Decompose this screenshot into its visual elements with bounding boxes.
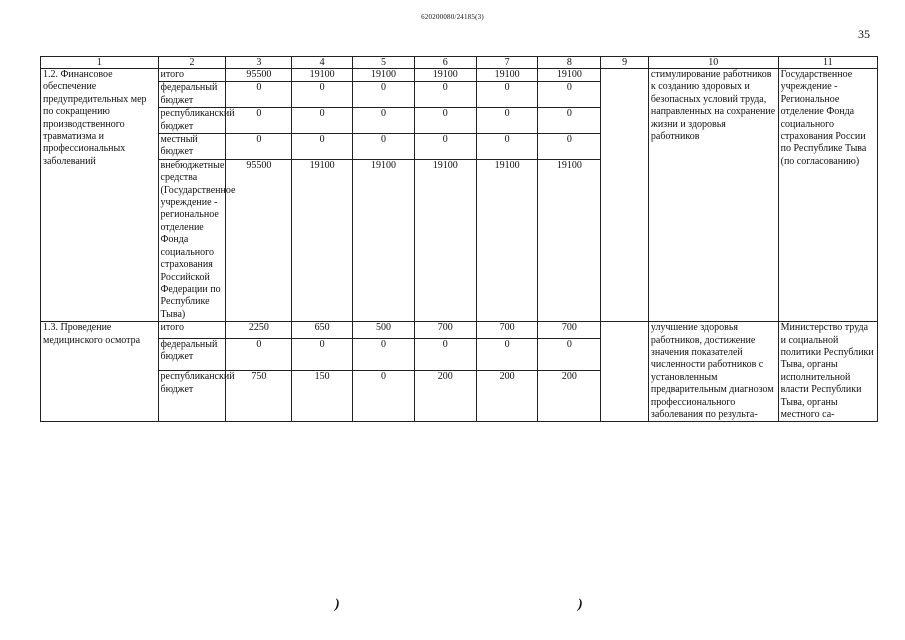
column-number: 6 (414, 57, 476, 69)
value-cell: 0 (292, 338, 353, 370)
value-cell: 0 (414, 338, 476, 370)
value-cell: 0 (538, 82, 601, 108)
value-cell: 500 (353, 322, 415, 339)
value-cell: 95500 (226, 159, 292, 321)
column-number: 11 (778, 57, 877, 69)
value-cell: 19100 (476, 69, 538, 82)
value-cell: 0 (476, 134, 538, 160)
table-row (41, 69, 878, 82)
value-cell: 700 (414, 322, 476, 339)
funding-source: федеральный бюджет (158, 338, 226, 370)
value-cell: 0 (292, 108, 353, 134)
column-number: 4 (292, 57, 353, 69)
value-cell: 19100 (414, 69, 476, 82)
column-number: 10 (648, 57, 778, 69)
value-cell: 19100 (292, 69, 353, 82)
value-cell: 0 (353, 108, 415, 134)
funding-source: федеральный бюджет (158, 82, 226, 108)
value-cell: 0 (414, 82, 476, 108)
funding-source: республиканский бюджет (158, 371, 226, 422)
scan-mark-right: ) (578, 597, 583, 612)
column-number: 2 (158, 57, 226, 69)
value-cell: 19100 (538, 159, 601, 321)
column-number: 5 (353, 57, 415, 69)
value-cell: 19100 (414, 159, 476, 321)
responsible-party: Министерство труда и социальной политики Республики Тыва, органы исполнительной власти Республики Тыва, органы местного са- (778, 322, 877, 422)
column-number: 1 (41, 57, 159, 69)
value-cell: 0 (353, 82, 415, 108)
expected-result: стимулирование работников к созданию здоровых и безопасных условий труда, направленных на сохранение жизни и здоровья работников (648, 69, 778, 322)
value-cell: 700 (476, 322, 538, 339)
value-cell: 150 (292, 371, 353, 422)
value-cell: 19100 (292, 159, 353, 321)
column-9-cell (601, 69, 649, 322)
value-cell: 750 (226, 371, 292, 422)
responsible-party: Государственное учреждение - Региональное отделение Фонда социального страхования России по Республике Тыва (по согласованию) (778, 69, 877, 322)
value-cell: 19100 (353, 69, 415, 82)
value-cell: 0 (414, 134, 476, 160)
value-cell: 0 (226, 134, 292, 160)
value-cell: 0 (538, 108, 601, 134)
value-cell: 0 (538, 134, 601, 160)
column-number: 8 (538, 57, 601, 69)
value-cell: 19100 (353, 159, 415, 321)
value-cell: 200 (476, 371, 538, 422)
value-cell: 0 (476, 82, 538, 108)
column-number: 9 (601, 57, 649, 69)
value-cell: 0 (292, 82, 353, 108)
value-cell: 200 (414, 371, 476, 422)
value-cell: 19100 (476, 159, 538, 321)
document-code: 620200080/24185(3) (421, 13, 484, 21)
value-cell: 0 (353, 338, 415, 370)
value-cell: 0 (538, 338, 601, 370)
value-cell: 200 (538, 371, 601, 422)
column-number: 3 (226, 57, 292, 69)
value-cell: 650 (292, 322, 353, 339)
value-cell: 0 (476, 108, 538, 134)
funding-source: итого (158, 322, 226, 339)
value-cell: 0 (292, 134, 353, 160)
funding-source: республиканский бюджет (158, 108, 226, 134)
expected-result: улучшение здоровья работников, достижение значения показателей численности работников с установленным предварительным диагнозом профессионального заболевания по результа- (648, 322, 778, 422)
page-number: 35 (858, 27, 870, 41)
value-cell: 2250 (226, 322, 292, 339)
scan-mark-left: ) (335, 597, 340, 612)
value-cell: 0 (353, 371, 415, 422)
value-cell: 0 (476, 338, 538, 370)
value-cell: 0 (353, 134, 415, 160)
column-number-row (41, 57, 878, 69)
program-table (40, 56, 878, 422)
column-number: 7 (476, 57, 538, 69)
value-cell: 95500 (226, 69, 292, 82)
value-cell: 0 (226, 338, 292, 370)
table-row (41, 322, 878, 339)
value-cell: 0 (226, 82, 292, 108)
funding-source: итого (158, 69, 226, 82)
funding-source: местный бюджет (158, 134, 226, 160)
value-cell: 700 (538, 322, 601, 339)
measure-title: 1.3. Проведение медицинского осмотра (41, 322, 159, 422)
value-cell: 19100 (538, 69, 601, 82)
value-cell: 0 (226, 108, 292, 134)
column-9-cell (601, 322, 649, 422)
funding-source: внебюджетные средства (Государственное учреждение - региональное отделение Фонда социального страхования Российской Федерации по Республике Тыва) (158, 159, 226, 321)
value-cell: 0 (414, 108, 476, 134)
measure-title: 1.2. Финансовое обеспечение предупредительных мер по сокращению производственного травматизма и профессиональных заболеваний (41, 69, 159, 322)
